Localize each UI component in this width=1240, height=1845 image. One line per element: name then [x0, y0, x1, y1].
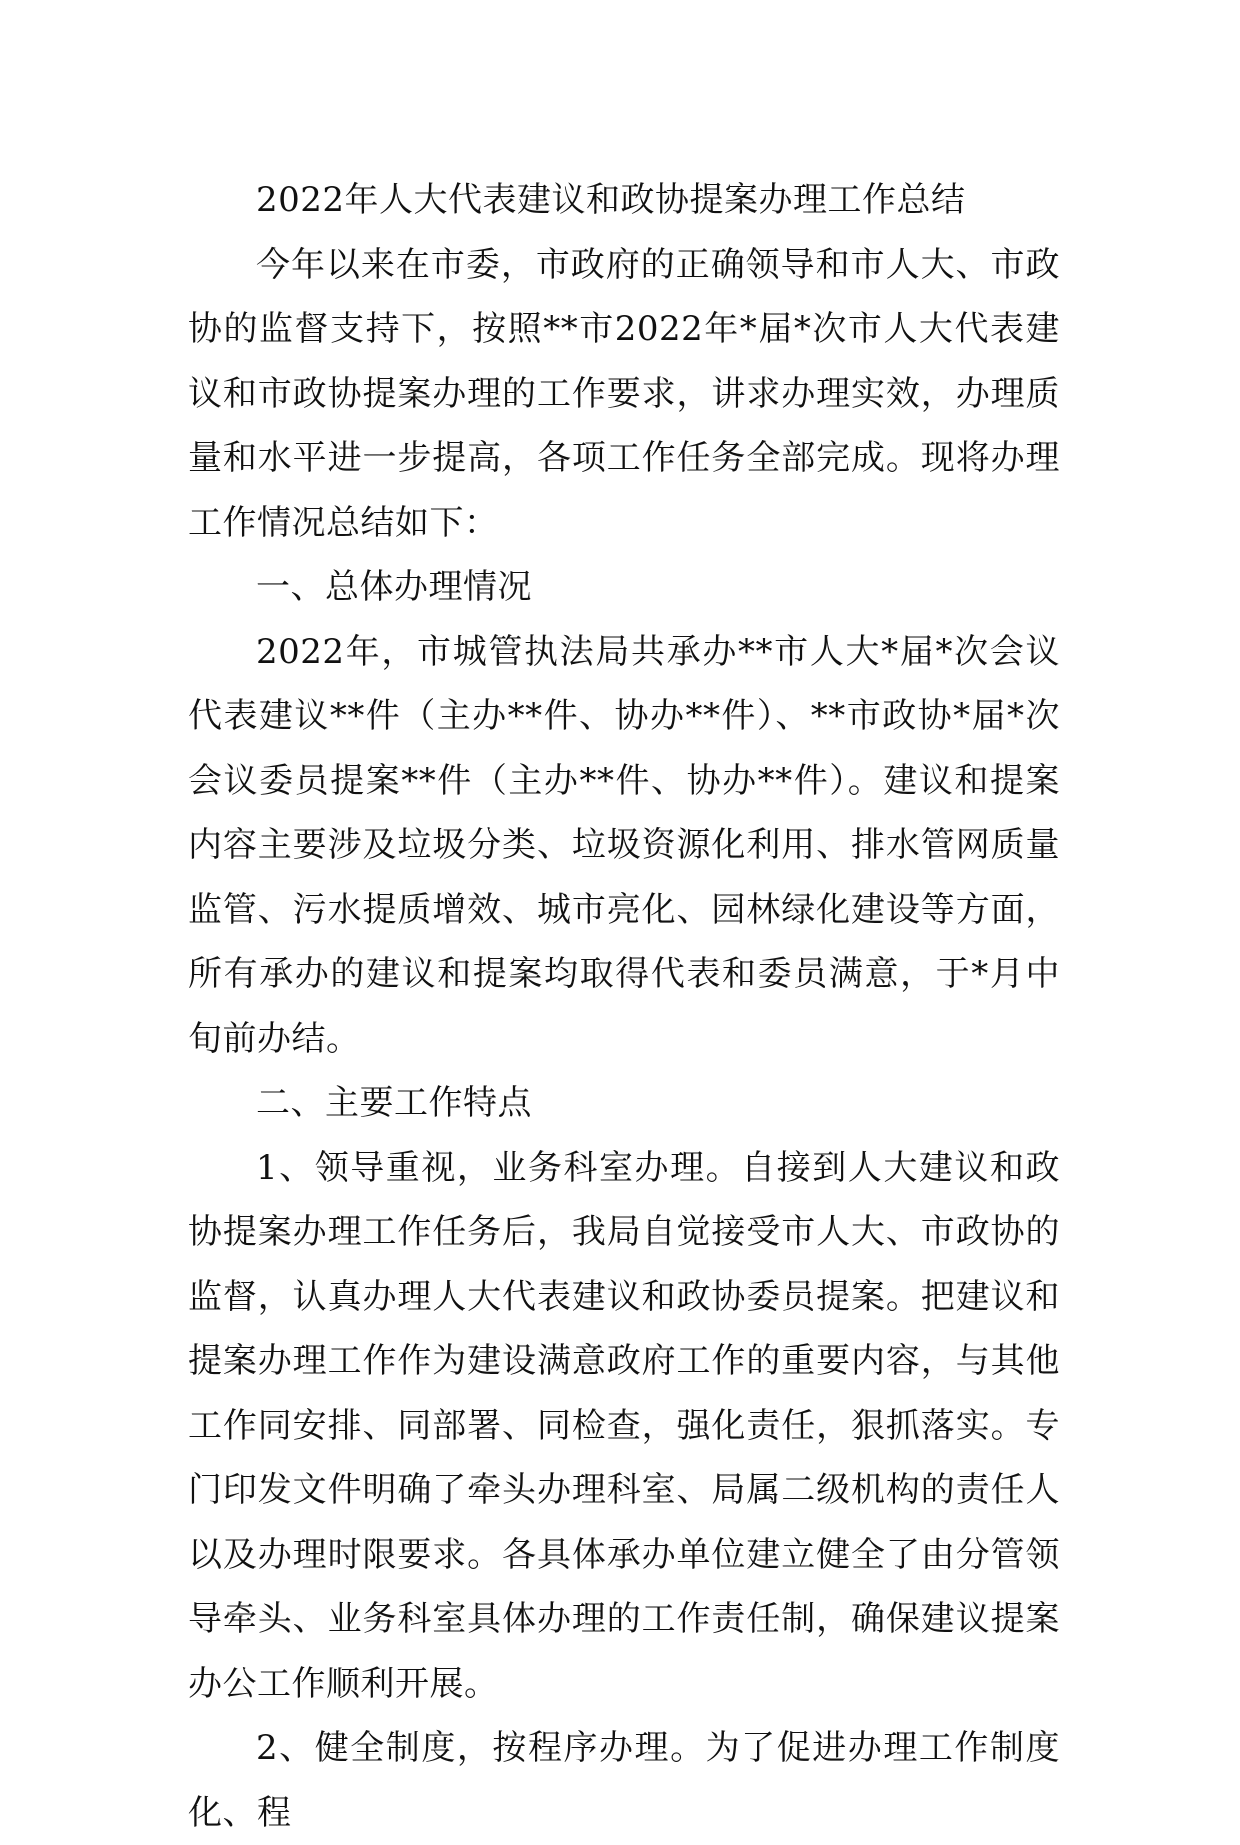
section2-heading: 二、主要工作特点 [256, 1083, 532, 1123]
section1-paragraph: 2022年，市城管执法局共承办**市人大*届*次会议代表建议**件（主办**件、协办**件）、**市政协*届*次会议委员提案**件（主办**件、协办**件）。建议和提案内容主要涉及垃圾分类、垃圾资源化利用、排水管网质量监管、污水提质增效、城市亮化、园林绿化建设等方面，所有承办的建议和提案均取得代表和委员满意，于*月中旬前办结。 [188, 631, 1060, 1059]
point2-paragraph: 2、健全制度，按程序办理。为了促进办理工作制度化、程 [188, 1728, 1060, 1833]
document-title: 2022年人大代表建议和政协提案办理工作总结 [256, 180, 966, 220]
section1-heading: 一、总体办理情况 [256, 567, 532, 607]
point1-paragraph: 1、领导重视，业务科室办理。自接到人大建议和政协提案办理工作任务后，我局自觉接受市人大、市政协的监督，认真办理人大代表建议和政协委员提案。把建议和提案办理工作作为建设满意政府工作的重要内容，与其他工作同安排、同部署、同检查，强化责任，狠抓落实。专门印发文件明确了牵头办理科室、局属二级机构的责任人以及办理时限要求。各具体承办单位建立健全了由分管领导牵头、业务科室具体办理的工作责任制，确保建议提案办公工作顺利开展。 [188, 1147, 1060, 1704]
intro-paragraph: 今年以来在市委，市政府的正确领导和市人大、市政协的监督支持下，按照**市2022年*届*次市人大代表建议和市政协提案办理的工作要求，讲求办理实效，办理质量和水平进一步提高，各项工作任务全部完成。现将办理工作情况总结如下： [188, 244, 1060, 543]
document-body [188, 168, 1060, 1845]
